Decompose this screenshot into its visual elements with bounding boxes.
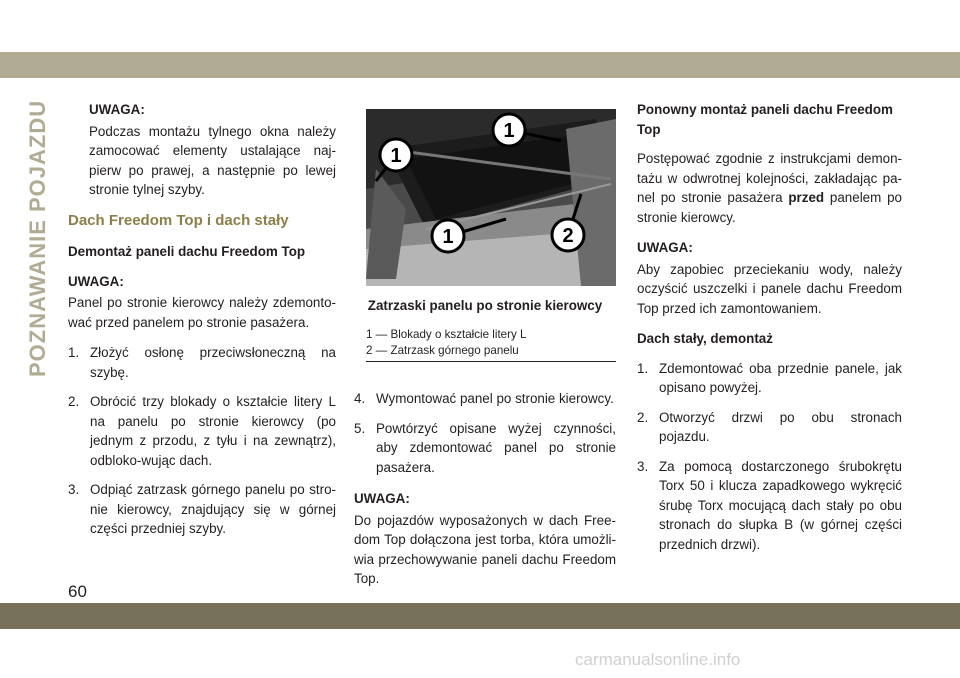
- warning-text: Panel po stronie kierowcy należy zdemonto-wać przed panelem po stronie pasażera.: [68, 295, 336, 330]
- list-item: 1. Zdemontować oba przednie panele, jak opisano powyżej.: [637, 360, 902, 395]
- section-heading: Dach Freedom Top i dach stały: [68, 211, 289, 229]
- list-item: 2. Obrócić trzy blokady o kształcie litery L na panelu po stronie kierowcy (po jednym z przodu, z tyłu i na zewnątrz), odbloko-wując dach.: [68, 394, 336, 468]
- step-list: [637, 359, 902, 555]
- sub-heading: Dach stały, demontaż: [637, 331, 773, 346]
- list-item: 4. Wymontować panel po stronie kierowcy.: [354, 391, 614, 406]
- note-text: Aby zapobiec przeciekaniu wody, należy oczyścić uszczelki i panele dachu Freedom Top przed ich zamontowaniem.: [637, 261, 902, 316]
- legend-item: 2 — Zatrzask górnego panelu: [366, 344, 519, 357]
- note-text: Do pojazdów wyposażonych w dach Free-dom Top dołączona jest torba, która umożli-wia przechowywanie paneli dachu Freedom Top.: [354, 512, 616, 586]
- roof-latch-photo: [366, 109, 616, 286]
- header-band: [0, 52, 960, 78]
- callout-label: 1: [442, 226, 454, 248]
- callout-label: 1: [503, 120, 515, 142]
- column-2: [354, 104, 616, 600]
- callout-label: 2: [562, 225, 574, 247]
- section-heading: Ponowny montaż paneli dachu Freedom Top: [637, 102, 893, 137]
- note-block: [68, 100, 336, 200]
- figure-legend: [366, 327, 616, 362]
- list-item: 3. Za pomocą dostarczonego śrubokrętu Torx 50 i klucza zapadkowego wykręcić śrubę Torx mocującą dach stały po obu stronach do słupka B (w górnej części przednich drzwi).: [637, 458, 902, 552]
- legend-item: 1 — Blokady o kształcie litery L: [366, 328, 527, 341]
- note-label: UWAGA:: [637, 240, 693, 255]
- note-label: UWAGA:: [354, 491, 410, 506]
- roof-panel-illustration: [366, 109, 616, 286]
- watermark: carmanualsonline.info: [575, 650, 741, 669]
- sub-heading: Demontaż paneli dachu Freedom Top: [68, 244, 306, 259]
- list-item: 3. Odpiąć zatrzask górnego panelu po stro-nie kierowcy, znajdujący się w górnej części przedniej szyby.: [68, 482, 336, 536]
- column-1: [68, 100, 336, 549]
- callout-label: 1: [390, 145, 402, 167]
- list-item: 1. Złożyć osłonę przeciwsłoneczną na szybę.: [68, 345, 336, 380]
- page-number: 60: [68, 582, 87, 601]
- figure-caption: Zatrzaski panelu po stronie kierowcy: [367, 298, 603, 313]
- step-list: [354, 389, 616, 477]
- column-3: [637, 100, 902, 564]
- list-item: 5. Powtórzyć opisane wyżej czynności, aby zdemontować panel po stronie pasażera.: [354, 420, 616, 475]
- warning-label: UWAGA:: [68, 273, 124, 289]
- footer-band: [0, 603, 960, 629]
- intro-text: Postępować zgodnie z instrukcjami demon-tażu w odwrotnej kolejności, zakładając pa-nel po stronie pasażera przed panelem po stronie kierowcy.: [637, 151, 902, 225]
- section-side-title: POZNAWANIE POJAZDU: [25, 99, 50, 377]
- step-list: [68, 343, 336, 539]
- list-item: 2. Otworzyć drzwi po obu stronach pojazdu.: [637, 409, 902, 444]
- note-text: Podczas montażu tylnego okna należy zamocować elementy ustalające naj-pierw po prawej, a następnie po lewej stronie tylnej szyby.: [89, 123, 336, 197]
- note-label: UWAGA:: [89, 102, 145, 117]
